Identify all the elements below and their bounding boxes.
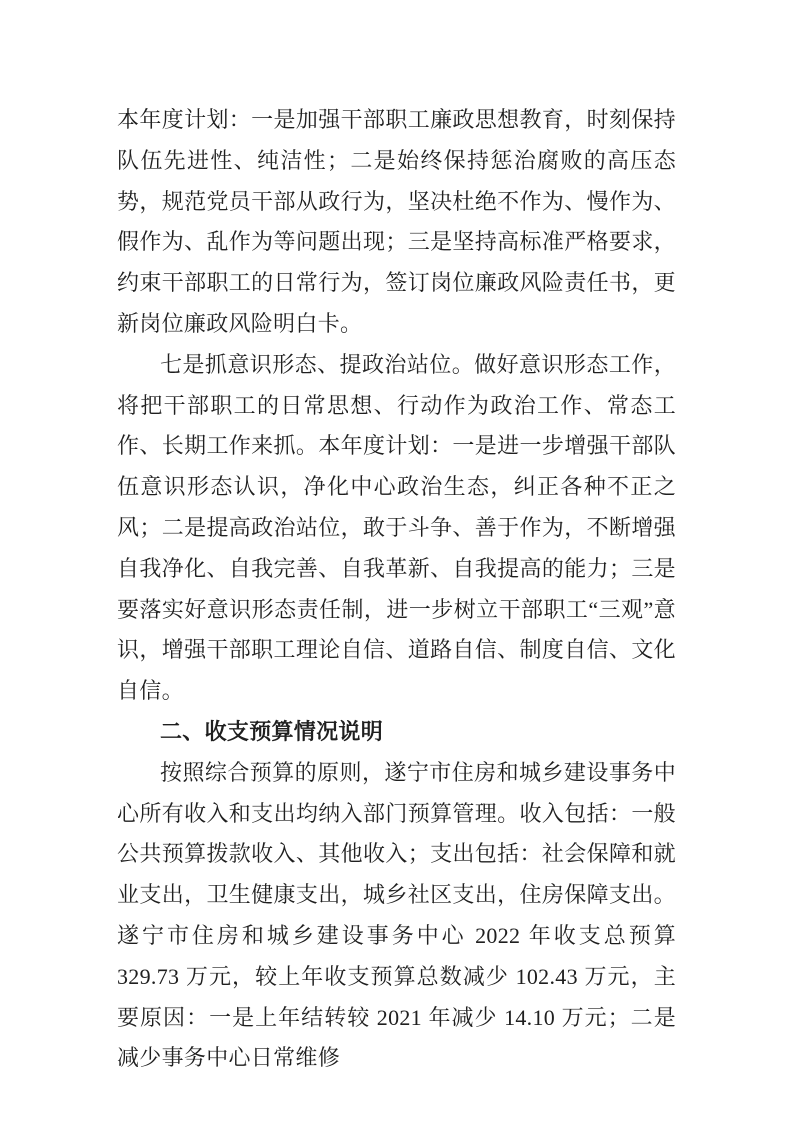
section-heading-budget-overview: 二、收支预算情况说明: [160, 718, 384, 744]
paragraph-budget-overview: 按照综合预算的原则，遂宁市住房和城乡建设事务中心所有收入和支出均纳入部门预算管理。收入包括：一般公共预算拨款收入、其他收入；支出包括：社会保障和就业支出，卫生健康支出，城乡社区支出，住房保障支出。遂宁市住房和城乡建设事务中心 2022 年收支总预算 329.73 万元，较上年收支预算总数减少 102.43 万元，主要原因：一是上年结转较 2021 年减少 14.10 万元；二是减少事务中心日常维修: [117, 759, 676, 1071]
paragraph-annual-plan-continuation: 本年度计划：一是加强干部职工廉政思想教育，时刻保持队伍先进性、纯洁性；二是始终保持惩治腐败的高压态势，规范党员干部从政行为，坚决杜绝不作为、慢作为、假作为、乱作为等问题出现；三是坚持高标准严格要求，约束干部职工的日常行为，签订岗位廉政风险责任书，更新岗位廉政风险明白卡。: [117, 107, 676, 336]
page-content: [117, 100, 676, 1079]
paragraph-ideology-work: 七是抓意识形态、提政治站位。做好意识形态工作，将把干部职工的日常思想、行动作为政治工作、常态工作、长期工作来抓。本年度计划：一是进一步增强干部队伍意识形态认识，净化中心政治生态，纠正各种不正之风；二是提高政治站位，敢于斗争、善于作为，不断增强自我净化、自我完善、自我革新、自我提高的能力；三是要落实好意识形态责任制，进一步树立干部职工“三观”意识，增强干部职工理论自信、道路自信、制度自信、文化自信。: [117, 351, 676, 704]
